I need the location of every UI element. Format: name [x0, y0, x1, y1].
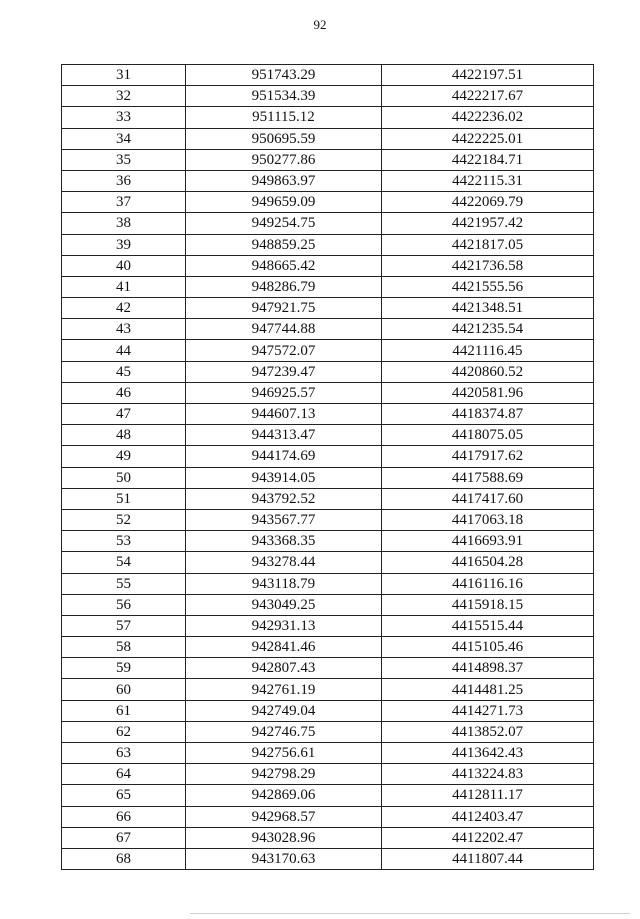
table-row: [62, 531, 594, 552]
table-row: [62, 552, 594, 573]
point-number-cell: 58: [62, 637, 186, 658]
table-row: [62, 361, 594, 382]
y-coordinate-cell: 4412202.47: [382, 827, 594, 848]
point-number-cell: 64: [62, 764, 186, 785]
x-coordinate-cell: 951534.39: [186, 86, 382, 107]
x-coordinate-cell: 942761.19: [186, 679, 382, 700]
point-number-cell: 50: [62, 467, 186, 488]
point-number-cell: 65: [62, 785, 186, 806]
point-number-cell: 54: [62, 552, 186, 573]
x-coordinate-cell: 944174.69: [186, 446, 382, 467]
table-row: [62, 234, 594, 255]
y-coordinate-cell: 4416693.91: [382, 531, 594, 552]
y-coordinate-cell: 4412403.47: [382, 806, 594, 827]
y-coordinate-cell: 4422197.51: [382, 65, 594, 86]
y-coordinate-cell: 4421555.56: [382, 276, 594, 297]
point-number-cell: 60: [62, 679, 186, 700]
point-number-cell: 44: [62, 340, 186, 361]
y-coordinate-cell: 4417417.60: [382, 488, 594, 509]
point-number-cell: 57: [62, 615, 186, 636]
point-number-cell: 42: [62, 298, 186, 319]
x-coordinate-cell: 947921.75: [186, 298, 382, 319]
point-number-cell: 32: [62, 86, 186, 107]
y-coordinate-cell: 4414481.25: [382, 679, 594, 700]
table-row: [62, 446, 594, 467]
table-row: [62, 658, 594, 679]
y-coordinate-cell: 4417917.62: [382, 446, 594, 467]
x-coordinate-cell: 948859.25: [186, 234, 382, 255]
table-row: [62, 255, 594, 276]
point-number-cell: 46: [62, 382, 186, 403]
point-number-cell: 62: [62, 721, 186, 742]
y-coordinate-cell: 4418075.05: [382, 425, 594, 446]
page-number: 92: [313, 17, 327, 32]
x-coordinate-cell: 951115.12: [186, 107, 382, 128]
point-number-cell: 40: [62, 255, 186, 276]
table-row: [62, 573, 594, 594]
x-coordinate-cell: 950277.86: [186, 149, 382, 170]
y-coordinate-cell: 4421348.51: [382, 298, 594, 319]
x-coordinate-cell: 947239.47: [186, 361, 382, 382]
table-row: [62, 86, 594, 107]
y-coordinate-cell: 4421957.42: [382, 213, 594, 234]
x-coordinate-cell: 942807.43: [186, 658, 382, 679]
bottom-divider: [190, 913, 630, 914]
x-coordinate-cell: 943028.96: [186, 827, 382, 848]
table-row: [62, 404, 594, 425]
y-coordinate-cell: 4415918.15: [382, 594, 594, 615]
table-row: [62, 213, 594, 234]
y-coordinate-cell: 4413852.07: [382, 721, 594, 742]
point-number-cell: 35: [62, 149, 186, 170]
table-row: [62, 382, 594, 403]
table-row: [62, 340, 594, 361]
y-coordinate-cell: 4413642.43: [382, 743, 594, 764]
y-coordinate-cell: 4420581.96: [382, 382, 594, 403]
y-coordinate-cell: 4422236.02: [382, 107, 594, 128]
x-coordinate-cell: 949254.75: [186, 213, 382, 234]
x-coordinate-cell: 943792.52: [186, 488, 382, 509]
table-row: [62, 467, 594, 488]
table-row: [62, 170, 594, 191]
table-row: [62, 276, 594, 297]
point-number-cell: 37: [62, 192, 186, 213]
y-coordinate-cell: 4415105.46: [382, 637, 594, 658]
table-row: [62, 764, 594, 785]
point-number-cell: 41: [62, 276, 186, 297]
table-row: [62, 700, 594, 721]
point-number-cell: 34: [62, 128, 186, 149]
y-coordinate-cell: 4417063.18: [382, 509, 594, 530]
y-coordinate-cell: 4414898.37: [382, 658, 594, 679]
y-coordinate-cell: 4422184.71: [382, 149, 594, 170]
table-row: [62, 637, 594, 658]
point-number-cell: 45: [62, 361, 186, 382]
x-coordinate-cell: 946925.57: [186, 382, 382, 403]
y-coordinate-cell: 4413224.83: [382, 764, 594, 785]
point-number-cell: 39: [62, 234, 186, 255]
x-coordinate-cell: 942749.04: [186, 700, 382, 721]
table-row: [62, 192, 594, 213]
point-number-cell: 36: [62, 170, 186, 191]
y-coordinate-cell: 4421235.54: [382, 319, 594, 340]
point-number-cell: 61: [62, 700, 186, 721]
x-coordinate-cell: 949863.97: [186, 170, 382, 191]
point-number-cell: 52: [62, 509, 186, 530]
table-row: [62, 298, 594, 319]
y-coordinate-cell: 4415515.44: [382, 615, 594, 636]
point-number-cell: 56: [62, 594, 186, 615]
table-row: [62, 594, 594, 615]
x-coordinate-cell: 942931.13: [186, 615, 382, 636]
x-coordinate-cell: 943278.44: [186, 552, 382, 573]
x-coordinate-cell: 951743.29: [186, 65, 382, 86]
point-number-cell: 63: [62, 743, 186, 764]
x-coordinate-cell: 943914.05: [186, 467, 382, 488]
x-coordinate-cell: 943368.35: [186, 531, 382, 552]
table-row: [62, 785, 594, 806]
point-number-cell: 67: [62, 827, 186, 848]
x-coordinate-cell: 942746.75: [186, 721, 382, 742]
point-number-cell: 59: [62, 658, 186, 679]
table-row: [62, 107, 594, 128]
table-row: [62, 509, 594, 530]
point-number-cell: 66: [62, 806, 186, 827]
y-coordinate-cell: 4416116.16: [382, 573, 594, 594]
x-coordinate-cell: 949659.09: [186, 192, 382, 213]
x-coordinate-cell: 942841.46: [186, 637, 382, 658]
table-row: [62, 128, 594, 149]
table-row: [62, 425, 594, 446]
table-row: [62, 615, 594, 636]
point-number-cell: 43: [62, 319, 186, 340]
y-coordinate-cell: 4422115.31: [382, 170, 594, 191]
table-row: [62, 65, 594, 86]
y-coordinate-cell: 4412811.17: [382, 785, 594, 806]
x-coordinate-cell: 942798.29: [186, 764, 382, 785]
point-number-cell: 51: [62, 488, 186, 509]
x-coordinate-cell: 948286.79: [186, 276, 382, 297]
coordinate-table-body: [62, 65, 594, 870]
x-coordinate-cell: 947572.07: [186, 340, 382, 361]
y-coordinate-cell: 4421116.45: [382, 340, 594, 361]
point-number-cell: 53: [62, 531, 186, 552]
table-row: [62, 848, 594, 869]
x-coordinate-cell: 942756.61: [186, 743, 382, 764]
x-coordinate-cell: 950695.59: [186, 128, 382, 149]
table-row: [62, 319, 594, 340]
table-row: [62, 743, 594, 764]
table-row: [62, 806, 594, 827]
point-number-cell: 49: [62, 446, 186, 467]
y-coordinate-cell: 4418374.87: [382, 404, 594, 425]
y-coordinate-cell: 4422225.01: [382, 128, 594, 149]
point-number-cell: 47: [62, 404, 186, 425]
x-coordinate-cell: 943170.63: [186, 848, 382, 869]
point-number-cell: 31: [62, 65, 186, 86]
y-coordinate-cell: 4416504.28: [382, 552, 594, 573]
y-coordinate-cell: 4422217.67: [382, 86, 594, 107]
x-coordinate-cell: 943567.77: [186, 509, 382, 530]
y-coordinate-cell: 4417588.69: [382, 467, 594, 488]
y-coordinate-cell: 4422069.79: [382, 192, 594, 213]
table-row: [62, 827, 594, 848]
table-row: [62, 679, 594, 700]
y-coordinate-cell: 4411807.44: [382, 848, 594, 869]
point-number-cell: 33: [62, 107, 186, 128]
y-coordinate-cell: 4421736.58: [382, 255, 594, 276]
table-row: [62, 488, 594, 509]
x-coordinate-cell: 943049.25: [186, 594, 382, 615]
coordinate-table: [61, 64, 594, 870]
x-coordinate-cell: 944313.47: [186, 425, 382, 446]
y-coordinate-cell: 4414271.73: [382, 700, 594, 721]
point-number-cell: 55: [62, 573, 186, 594]
point-number-cell: 68: [62, 848, 186, 869]
point-number-cell: 38: [62, 213, 186, 234]
x-coordinate-cell: 942968.57: [186, 806, 382, 827]
y-coordinate-cell: 4421817.05: [382, 234, 594, 255]
y-coordinate-cell: 4420860.52: [382, 361, 594, 382]
x-coordinate-cell: 942869.06: [186, 785, 382, 806]
x-coordinate-cell: 943118.79: [186, 573, 382, 594]
point-number-cell: 48: [62, 425, 186, 446]
table-row: [62, 721, 594, 742]
x-coordinate-cell: 944607.13: [186, 404, 382, 425]
x-coordinate-cell: 947744.88: [186, 319, 382, 340]
x-coordinate-cell: 948665.42: [186, 255, 382, 276]
table-row: [62, 149, 594, 170]
